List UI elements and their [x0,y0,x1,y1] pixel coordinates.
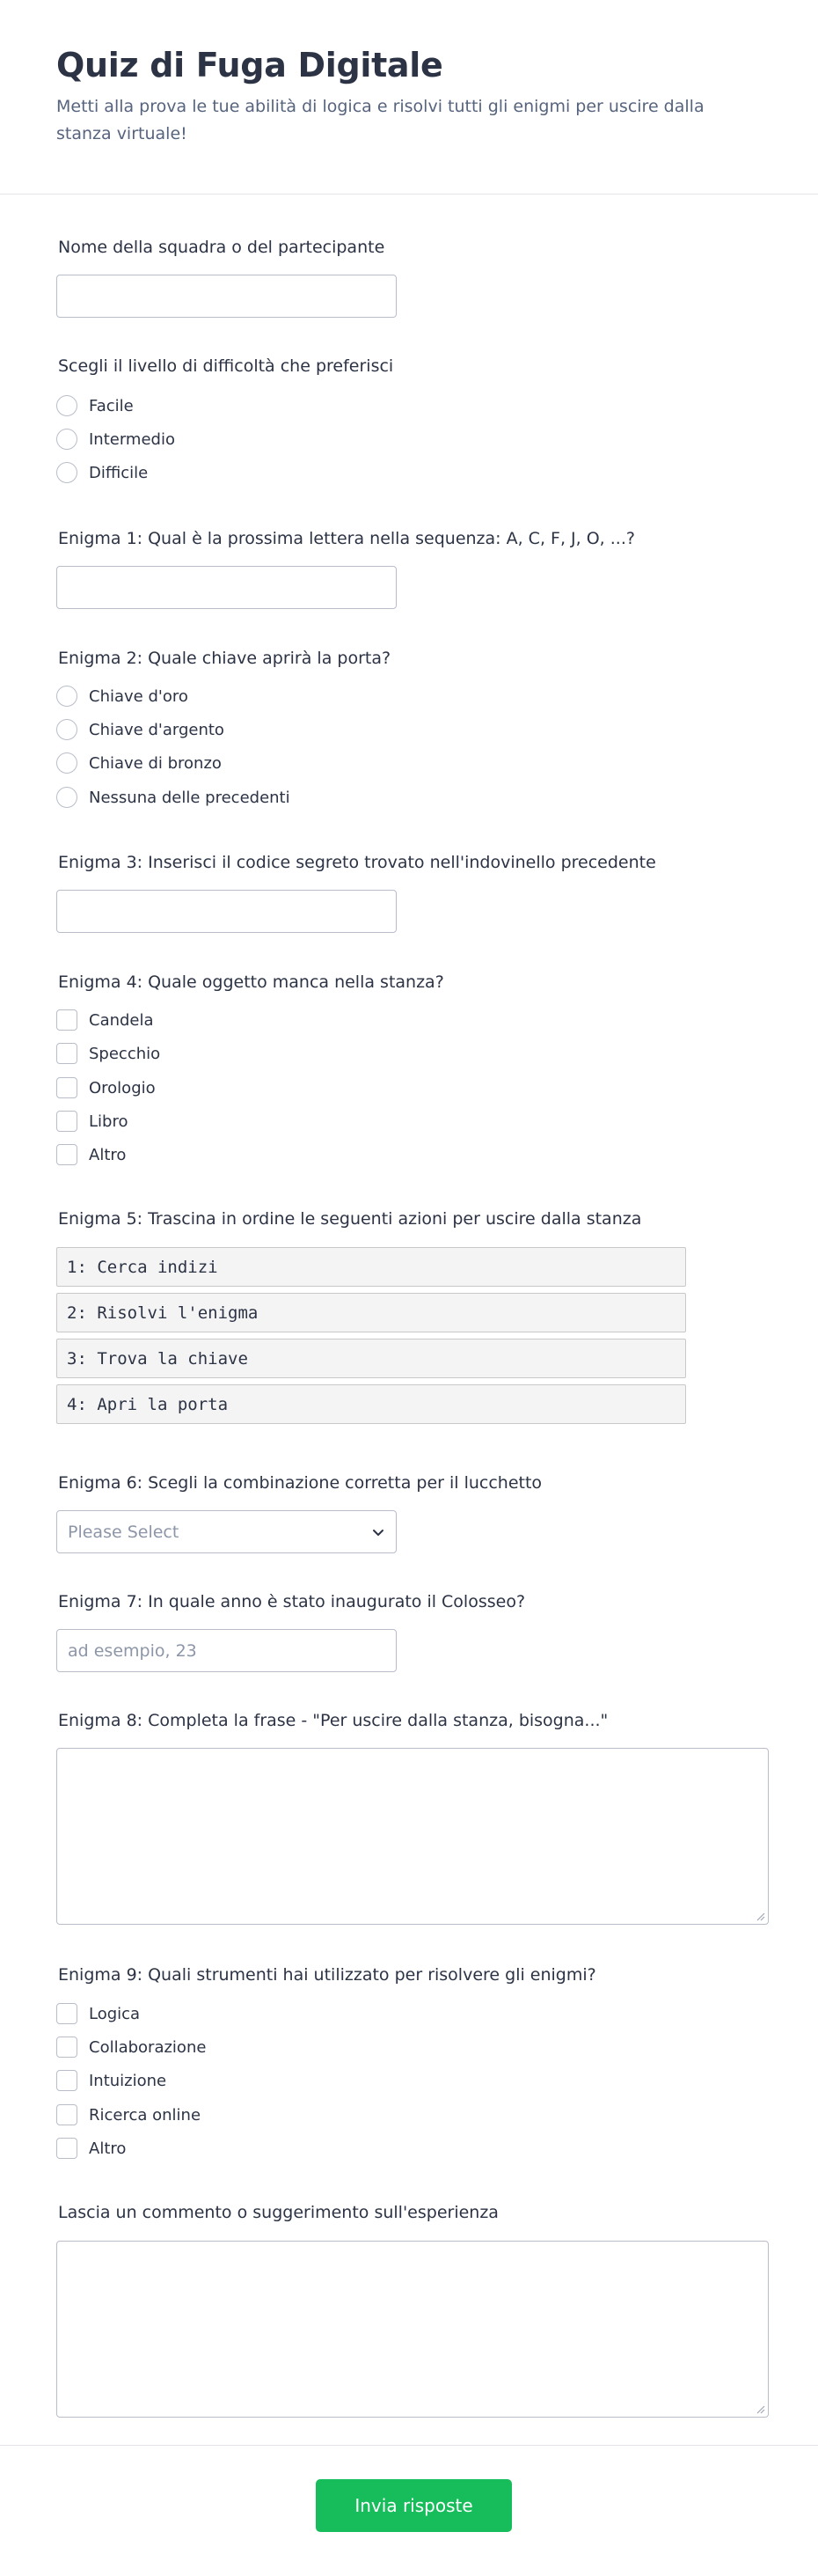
option-label: Candela [89,1010,154,1030]
team-name-input[interactable] [56,275,397,318]
checkbox[interactable] [56,1111,77,1132]
enigma-3-label: Enigma 3: Inserisci il codice segreto trovato nell'indovinello precedente [58,853,656,872]
enigma-2-option-argento[interactable] [56,718,224,741]
checkbox[interactable] [56,1144,77,1165]
checkbox[interactable] [56,1009,77,1031]
enigma-4-label: Enigma 4: Quale oggetto manca nella stanza? [58,972,444,992]
option-label: Altro [89,2139,127,2158]
enigma-1-label: Enigma 1: Qual è la prossima lettera nella sequenza: A, C, F, J, O, ...? [58,529,635,548]
rank-item-4[interactable]: 4: Apri la porta [56,1384,686,1424]
option-label: Ricerca online [89,2105,201,2125]
enigma-3-input[interactable] [56,890,397,933]
enigma-9-option-ricerca-online[interactable] [56,2103,201,2126]
option-label: Facile [89,396,134,415]
option-label: Intermedio [89,429,175,449]
radio-button[interactable] [56,686,77,707]
rank-item-3[interactable]: 3: Trova la chiave [56,1339,686,1378]
enigma-8-label: Enigma 8: Completa la frase - "Per uscire dalla stanza, bisogna..." [58,1711,609,1730]
chevron-down-icon [369,1523,387,1541]
enigma-7-label: Enigma 7: In quale anno è stato inaugurato il Colosseo? [58,1592,526,1611]
enigma-4-option-candela[interactable] [56,1009,154,1031]
enigma-8-textarea[interactable] [56,1748,769,1925]
checkbox[interactable] [56,2104,77,2125]
resize-grip-icon[interactable] [755,1911,765,1921]
enigma-6-select[interactable] [56,1510,397,1553]
team-name-label: Nome della squadra o del partecipante [58,238,385,257]
option-label: Logica [89,2004,141,2023]
enigma-4-option-libro[interactable] [56,1110,128,1133]
radio-button[interactable] [56,429,77,450]
checkbox[interactable] [56,1077,77,1098]
form-title: Quiz di Fuga Digitale [56,46,443,84]
difficulty-option-difficile[interactable] [56,461,148,484]
option-label: Specchio [89,1044,161,1063]
option-label: Altro [89,1145,127,1164]
checkbox[interactable] [56,1043,77,1064]
option-label: Nessuna delle precedenti [89,788,290,807]
radio-button[interactable] [56,462,77,483]
enigma-4-option-specchio[interactable] [56,1042,160,1065]
option-label: Collaborazione [89,2037,207,2057]
rank-item-2[interactable]: 2: Risolvi l'enigma [56,1293,686,1332]
option-label: Libro [89,1112,128,1131]
option-label: Orologio [89,1078,156,1097]
comment-textarea[interactable] [56,2241,769,2418]
enigma-9-option-intuizione[interactable] [56,2069,166,2092]
resize-grip-icon[interactable] [755,2404,765,2414]
difficulty-option-intermedio[interactable] [56,428,175,451]
radio-button[interactable] [56,787,77,808]
radio-button[interactable] [56,719,77,740]
select-placeholder: Please Select [68,1522,179,1542]
enigma-1-input[interactable] [56,566,397,609]
enigma-4-option-altro[interactable] [56,1143,126,1166]
rank-item-1[interactable]: 1: Cerca indizi [56,1247,686,1287]
option-label: Intuizione [89,2071,167,2090]
enigma-4-option-orologio[interactable] [56,1076,156,1099]
enigma-2-label: Enigma 2: Quale chiave aprirà la porta? [58,649,391,668]
footer-divider [0,2445,818,2446]
checkbox[interactable] [56,2070,77,2091]
option-label: Chiave di bronzo [89,753,222,773]
form-subtitle: Metti alla prova le tue abilità di logica e risolvi tutti gli enigmi per uscire dalla stanza virtuale! [56,97,705,143]
enigma-9-option-logica[interactable] [56,2002,140,2025]
enigma-9-label: Enigma 9: Quali strumenti hai utilizzato per risolvere gli enigmi? [58,1965,596,1985]
radio-button[interactable] [56,752,77,774]
checkbox[interactable] [56,2003,77,2024]
difficulty-option-facile[interactable] [56,394,134,417]
enigma-6-label: Enigma 6: Scegli la combinazione corretta per il lucchetto [58,1473,543,1493]
option-label: Difficile [89,463,149,482]
submit-button[interactable]: Invia risposte [316,2479,512,2532]
difficulty-label: Scegli il livello di difficoltà che preferisci [58,356,394,376]
option-label: Chiave d'argento [89,720,224,739]
radio-button[interactable] [56,395,77,416]
enigma-2-option-nessuna[interactable] [56,786,290,809]
option-label: Chiave d'oro [89,686,188,706]
enigma-2-option-oro[interactable] [56,685,188,708]
form-header [0,0,818,194]
enigma-2-option-bronzo[interactable] [56,752,222,774]
enigma-9-option-collaborazione[interactable] [56,2036,206,2059]
checkbox[interactable] [56,2037,77,2058]
enigma-5-label: Enigma 5: Trascina in ordine le seguenti azioni per uscire dalla stanza [58,1209,642,1229]
enigma-7-input[interactable] [56,1629,397,1672]
enigma-9-option-altro[interactable] [56,2137,126,2160]
comment-label: Lascia un commento o suggerimento sull'esperienza [58,2203,499,2222]
checkbox[interactable] [56,2138,77,2159]
